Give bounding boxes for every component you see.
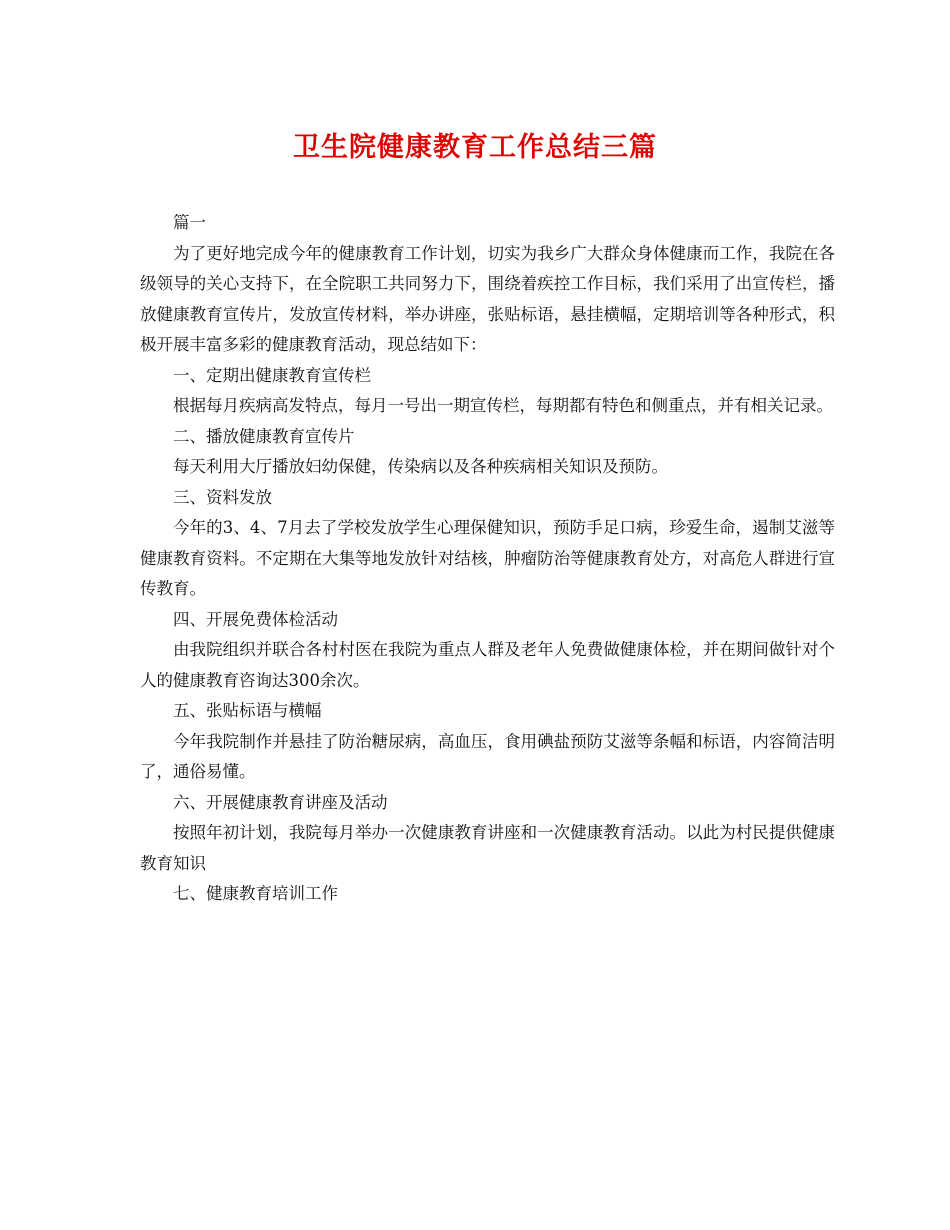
document-title: 卫生院健康教育工作总结三篇	[293, 132, 657, 163]
section-text-1: 根据每月疾病高发特点，每月一号出一期宣传栏，每期都有特色和侧重点，并有相关记录。	[173, 396, 833, 415]
section-heading-5: 五、张贴标语与横幅	[173, 701, 322, 720]
section-label: 篇一	[173, 213, 206, 232]
section-heading-3: 三、资料发放	[173, 487, 272, 507]
section-text-2: 每天利用大厅播放妇幼保健，传染病以及各种疾病相关知识及预防。	[173, 457, 668, 476]
section-text-6: 按照年初计划，我院每月举办一次健康教育讲座和一次健康教育活动。以此为村民提供健康教育知识	[140, 823, 835, 873]
document-body	[140, 208, 835, 910]
section-heading-6: 六、开展健康教育讲座及活动	[173, 792, 388, 812]
section-heading-1: 一、定期出健康教育宣传栏	[173, 365, 371, 385]
section-text-5: 今年我院制作并悬挂了防治糖尿病，高血压，食用碘盐预防艾滋等条幅和标语，内容简洁明了，通俗易懂。	[140, 731, 835, 781]
intro-paragraph: 为了更好地完成今年的健康教育工作计划，切实为我乡广大群众身体健康而工作，我院在各级领导的关心支持下，在全院职工共同努力下，围绕着疾控工作目标，我们采用了出宣传栏，播放健康教育宣传片，发放宣传材料，举办讲座，张贴标语，悬挂横幅，定期培训等各种形式，积极开展丰富多彩的健康教育活动，现总结如下：	[140, 243, 835, 354]
section-heading-7: 七、健康教育培训工作	[173, 884, 338, 903]
section-heading-4: 四、开展免费体检活动	[173, 609, 338, 629]
section-text-3: 今年的3、4、7月去了学校发放学生心理保健知识，预防手足口病，珍爱生命，遏制艾滋等健康教育资料。不定期在大集等地发放针对结核，肿瘤防治等健康教育处方，对高危人群进行宣传教育。	[140, 518, 835, 598]
section-text-4: 由我院组织并联合各村村医在我院为重点人群及老年人免费做健康体检，并在期间做针对个人的健康教育咨询达300余次。	[140, 640, 835, 690]
section-heading-2: 二、播放健康教育宣传片	[173, 426, 355, 446]
